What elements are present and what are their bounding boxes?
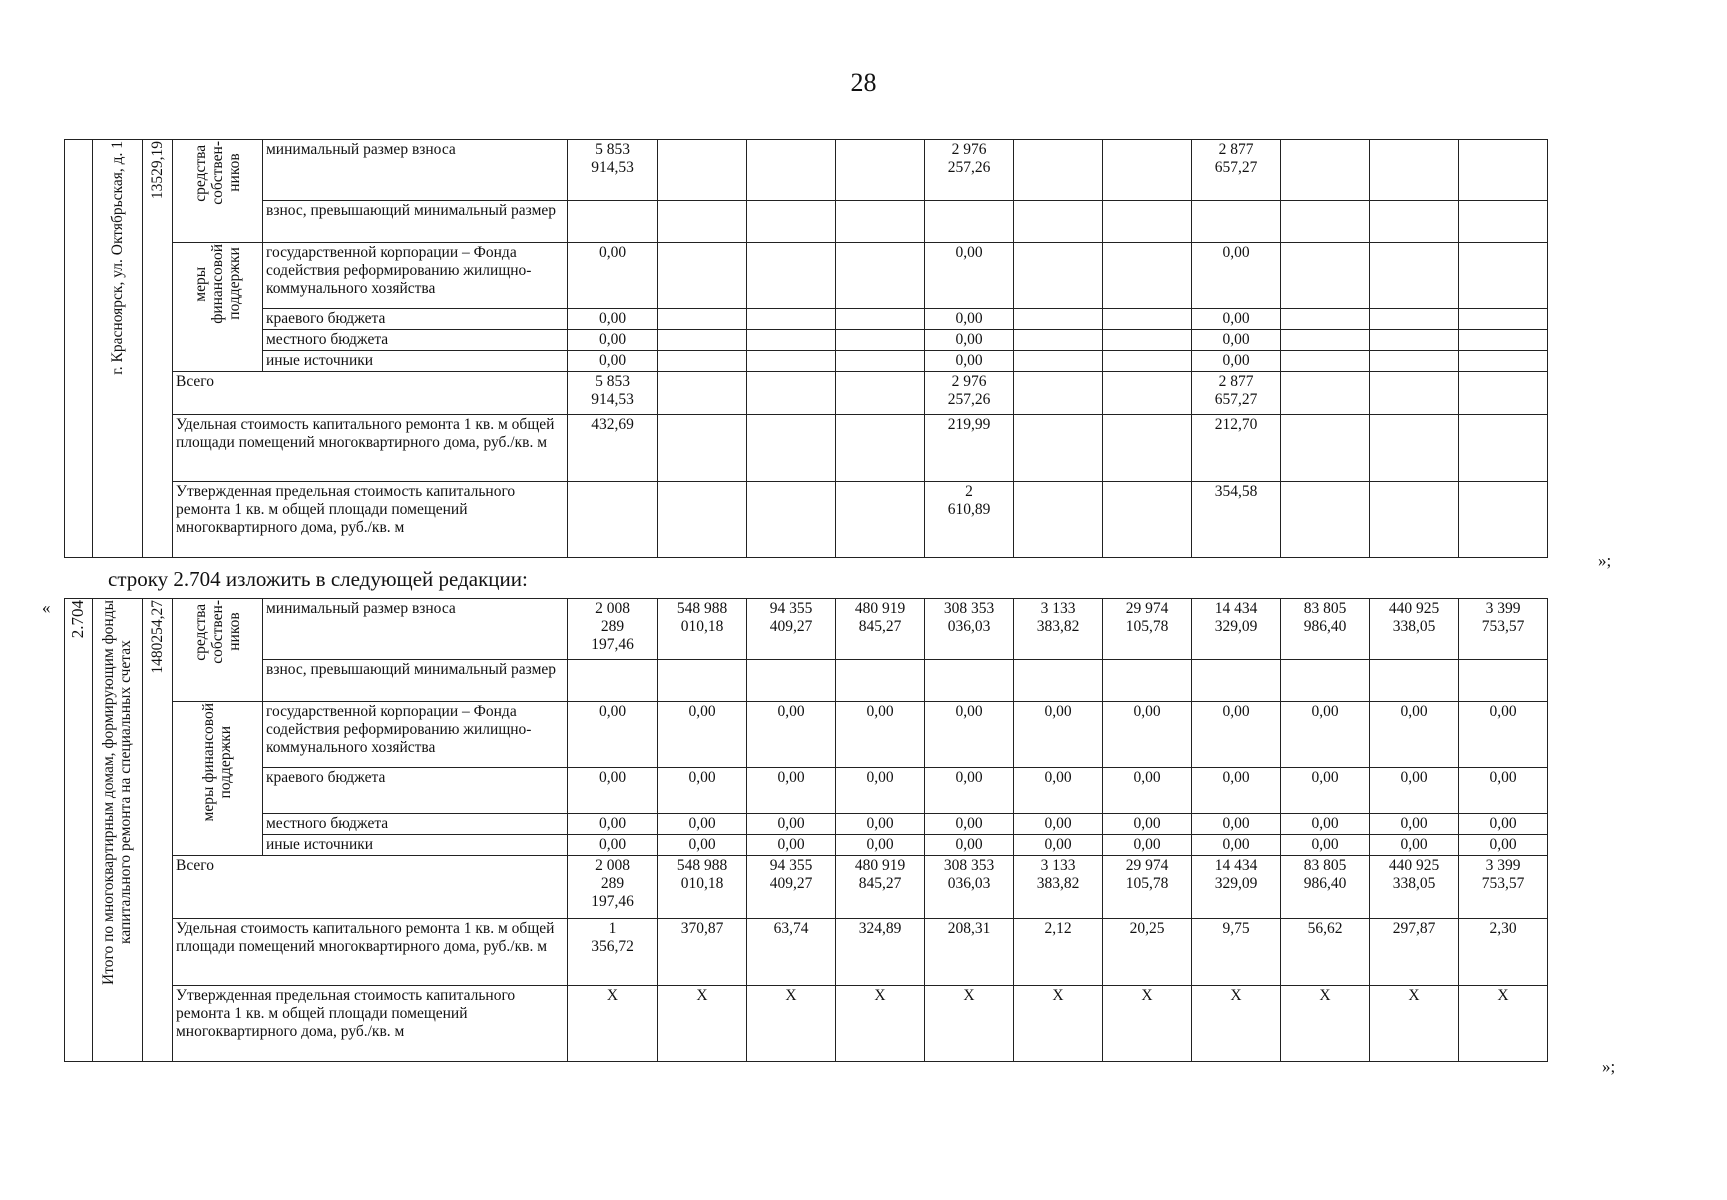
- value-cell: [658, 660, 747, 702]
- table-row: [65, 415, 1548, 482]
- row-number-cell: [65, 140, 93, 558]
- table-row: [65, 243, 1548, 309]
- value-cell: 208,31: [925, 919, 1014, 986]
- value-cell: 0,00: [1192, 351, 1281, 372]
- value-cell: [1014, 330, 1103, 351]
- value-cell: 480 919 845,27: [836, 856, 925, 919]
- value-cell: [1103, 309, 1192, 330]
- value-cell: 2 008 289 197,46: [568, 599, 658, 660]
- row-number-text: 2.704: [68, 600, 88, 639]
- row-label: Всего: [173, 856, 568, 919]
- row-label: краевого бюджета: [263, 309, 568, 330]
- table-house-oktyabrskaya: [64, 139, 1548, 558]
- value-cell: 0,00: [1103, 814, 1192, 835]
- row-label: иные источники: [263, 351, 568, 372]
- value-cell: 0,00: [1103, 835, 1192, 856]
- value-cell: 0,00: [1103, 768, 1192, 814]
- table-row: [65, 768, 1548, 814]
- value-cell: [658, 415, 747, 482]
- value-cell: [836, 309, 925, 330]
- value-cell: [747, 415, 836, 482]
- value-cell: 0,00: [747, 702, 836, 768]
- table-row: [65, 919, 1548, 986]
- row-label: минимальный размер взноса: [263, 140, 568, 201]
- value-cell: 0,00: [1192, 835, 1281, 856]
- value-cell: [1281, 415, 1370, 482]
- row-label: государственной корпорации – Фонда содействия реформированию жилищно-коммунального хозяйства: [263, 702, 568, 768]
- value-cell: [1281, 660, 1370, 702]
- value-cell: [1370, 660, 1459, 702]
- value-cell: 0,00: [1281, 835, 1370, 856]
- value-cell: 354,58: [1192, 482, 1281, 558]
- table-row: [65, 986, 1548, 1062]
- row-label: Всего: [173, 372, 568, 415]
- value-cell: 0,00: [836, 768, 925, 814]
- value-cell: 83 805 986,40: [1281, 856, 1370, 919]
- row-label: Утвержденная предельная стоимость капитального ремонта 1 кв. м общей площади помещений многоквартирного дома, руб./кв. м: [173, 986, 568, 1062]
- row-number-cell: [65, 599, 93, 1062]
- table-row: [65, 201, 1548, 243]
- value-cell: 0,00: [747, 768, 836, 814]
- value-cell: 0,00: [1103, 702, 1192, 768]
- value-cell: 308 353 036,03: [925, 856, 1014, 919]
- value-cell: 5 853 914,53: [568, 140, 658, 201]
- value-cell: 0,00: [925, 351, 1014, 372]
- value-cell: 2 976 257,26: [925, 372, 1014, 415]
- value-cell: [747, 660, 836, 702]
- value-cell: [1459, 351, 1548, 372]
- value-cell: [836, 660, 925, 702]
- value-cell: [1459, 660, 1548, 702]
- value-cell: [1014, 372, 1103, 415]
- value-cell: [1370, 482, 1459, 558]
- value-cell: 0,00: [1014, 814, 1103, 835]
- value-cell: [1103, 243, 1192, 309]
- value-cell: 0,00: [1192, 702, 1281, 768]
- group-support-cell: [173, 243, 263, 372]
- address-cell: [93, 140, 143, 558]
- table-row: [65, 372, 1548, 415]
- value-cell: [1281, 372, 1370, 415]
- value-cell: X: [1014, 986, 1103, 1062]
- value-cell: 9,75: [1192, 919, 1281, 986]
- value-cell: 29 974 105,78: [1103, 599, 1192, 660]
- table-row: [65, 856, 1548, 919]
- value-cell: 308 353 036,03: [925, 599, 1014, 660]
- value-cell: 0,00: [836, 835, 925, 856]
- value-cell: 0,00: [747, 835, 836, 856]
- value-cell: [658, 330, 747, 351]
- value-cell: [1281, 351, 1370, 372]
- value-cell: 83 805 986,40: [1281, 599, 1370, 660]
- value-cell: 0,00: [568, 702, 658, 768]
- value-cell: X: [1192, 986, 1281, 1062]
- group-support-label: меры финансовой поддержки: [200, 703, 235, 822]
- area-cell: [143, 140, 173, 558]
- table-row: [65, 330, 1548, 351]
- value-cell: 0,00: [925, 309, 1014, 330]
- value-cell: [1370, 243, 1459, 309]
- value-cell: [1459, 330, 1548, 351]
- value-cell: 0,00: [1014, 835, 1103, 856]
- value-cell: 548 988 010,18: [658, 599, 747, 660]
- value-cell: 0,00: [1370, 768, 1459, 814]
- value-cell: [1103, 351, 1192, 372]
- value-cell: [1014, 351, 1103, 372]
- value-cell: [568, 201, 658, 243]
- value-cell: [836, 482, 925, 558]
- value-cell: 0,00: [1014, 702, 1103, 768]
- value-cell: [1014, 140, 1103, 201]
- value-cell: 3 133 383,82: [1014, 856, 1103, 919]
- value-cell: 5 853 914,53: [568, 372, 658, 415]
- value-cell: 14 434 329,09: [1192, 856, 1281, 919]
- value-cell: 219,99: [925, 415, 1014, 482]
- row-label: местного бюджета: [263, 330, 568, 351]
- value-cell: 0,00: [1370, 835, 1459, 856]
- value-cell: X: [925, 986, 1014, 1062]
- area-text: 13529,19: [148, 141, 166, 200]
- value-cell: X: [836, 986, 925, 1062]
- row-label: Утвержденная предельная стоимость капитального ремонта 1 кв. м общей площади помещений многоквартирного дома, руб./кв. м: [173, 482, 568, 558]
- value-cell: [836, 351, 925, 372]
- table-row: [65, 702, 1548, 768]
- row-label: взнос, превышающий минимальный размер: [263, 660, 568, 702]
- table-row-2-704: [64, 598, 1548, 1062]
- row-label: государственной корпорации – Фонда содействия реформированию жилищно-коммунального хозяйства: [263, 243, 568, 309]
- value-cell: 0,00: [658, 814, 747, 835]
- area-text: 1480254,27: [148, 600, 166, 674]
- table-row: [65, 660, 1548, 702]
- value-cell: [1103, 372, 1192, 415]
- value-cell: [568, 482, 658, 558]
- value-cell: [1281, 201, 1370, 243]
- value-cell: [1459, 140, 1548, 201]
- value-cell: [1192, 201, 1281, 243]
- value-cell: [1103, 415, 1192, 482]
- value-cell: 0,00: [658, 835, 747, 856]
- value-cell: 0,00: [1192, 243, 1281, 309]
- table-row: [65, 140, 1548, 201]
- value-cell: 20,25: [1103, 919, 1192, 986]
- value-cell: 94 355 409,27: [747, 599, 836, 660]
- value-cell: [1459, 415, 1548, 482]
- address-cell: [93, 599, 143, 1062]
- value-cell: [747, 330, 836, 351]
- value-cell: [1014, 660, 1103, 702]
- value-cell: 0,00: [747, 814, 836, 835]
- value-cell: 2,12: [1014, 919, 1103, 986]
- group-owners-label: средства собствен- ников: [191, 141, 244, 205]
- value-cell: [925, 201, 1014, 243]
- value-cell: [1370, 372, 1459, 415]
- closing-quote-1: »;: [1598, 551, 1612, 570]
- value-cell: 324,89: [836, 919, 925, 986]
- value-cell: 94 355 409,27: [747, 856, 836, 919]
- value-cell: 2 008 289 197,46: [568, 856, 658, 919]
- value-cell: [1459, 482, 1548, 558]
- value-cell: [1281, 243, 1370, 309]
- value-cell: [1014, 482, 1103, 558]
- value-cell: [836, 140, 925, 201]
- value-cell: 3 399 753,57: [1459, 856, 1548, 919]
- value-cell: 0,00: [1281, 768, 1370, 814]
- closing-quote-2: »;: [1602, 1057, 1616, 1076]
- value-cell: 0,00: [1192, 309, 1281, 330]
- table-row: [65, 351, 1548, 372]
- area-cell: [143, 599, 173, 1062]
- value-cell: 0,00: [925, 330, 1014, 351]
- value-cell: [1103, 140, 1192, 201]
- value-cell: 2 877 657,27: [1192, 140, 1281, 201]
- value-cell: [1281, 330, 1370, 351]
- value-cell: 0,00: [925, 702, 1014, 768]
- value-cell: 0,00: [925, 814, 1014, 835]
- table-row: [65, 814, 1548, 835]
- value-cell: [1014, 415, 1103, 482]
- value-cell: 3 133 383,82: [1014, 599, 1103, 660]
- value-cell: [568, 660, 658, 702]
- value-cell: [836, 243, 925, 309]
- value-cell: X: [1459, 986, 1548, 1062]
- row-label: краевого бюджета: [263, 768, 568, 814]
- value-cell: 0,00: [568, 309, 658, 330]
- value-cell: 0,00: [568, 243, 658, 309]
- value-cell: 0,00: [1014, 768, 1103, 814]
- table-row: [65, 482, 1548, 558]
- value-cell: [836, 201, 925, 243]
- value-cell: 0,00: [1459, 768, 1548, 814]
- value-cell: X: [1370, 986, 1459, 1062]
- value-cell: [1459, 372, 1548, 415]
- table-row: [65, 835, 1548, 856]
- value-cell: 0,00: [1281, 814, 1370, 835]
- opening-quote: «: [42, 598, 51, 617]
- value-cell: 432,69: [568, 415, 658, 482]
- value-cell: X: [1103, 986, 1192, 1062]
- value-cell: 0,00: [1459, 702, 1548, 768]
- group-support-cell: [173, 702, 263, 856]
- value-cell: [658, 243, 747, 309]
- value-cell: [1370, 330, 1459, 351]
- value-cell: [1370, 415, 1459, 482]
- value-cell: [747, 140, 836, 201]
- value-cell: [1459, 309, 1548, 330]
- value-cell: [1370, 309, 1459, 330]
- value-cell: [1281, 482, 1370, 558]
- value-cell: [1281, 140, 1370, 201]
- table-row: [65, 599, 1548, 660]
- row-label: взнос, превышающий минимальный размер: [263, 201, 568, 243]
- row-label: минимальный размер взноса: [263, 599, 568, 660]
- value-cell: X: [747, 986, 836, 1062]
- value-cell: [1103, 482, 1192, 558]
- value-cell: 0,00: [1459, 814, 1548, 835]
- value-cell: 0,00: [1281, 702, 1370, 768]
- value-cell: [1459, 201, 1548, 243]
- value-cell: 0,00: [658, 702, 747, 768]
- value-cell: [1370, 140, 1459, 201]
- group-owners-cell: [173, 140, 263, 243]
- value-cell: 56,62: [1281, 919, 1370, 986]
- value-cell: 0,00: [568, 351, 658, 372]
- group-owners-label: средства собствен- ников: [191, 600, 244, 664]
- value-cell: 0,00: [836, 702, 925, 768]
- value-cell: 0,00: [1192, 330, 1281, 351]
- value-cell: 2 976 257,26: [925, 140, 1014, 201]
- value-cell: 0,00: [1459, 835, 1548, 856]
- value-cell: [747, 351, 836, 372]
- address-text: г. Красноярск, ул. Октябрьская, д. 1: [108, 141, 126, 375]
- value-cell: 0,00: [568, 768, 658, 814]
- value-cell: 1 356,72: [568, 919, 658, 986]
- value-cell: [836, 330, 925, 351]
- value-cell: X: [1281, 986, 1370, 1062]
- value-cell: [1370, 351, 1459, 372]
- value-cell: 440 925 338,05: [1370, 599, 1459, 660]
- value-cell: 2 610,89: [925, 482, 1014, 558]
- value-cell: [747, 482, 836, 558]
- table-row: [65, 309, 1548, 330]
- value-cell: 297,87: [1370, 919, 1459, 986]
- value-cell: 0,00: [1192, 814, 1281, 835]
- value-cell: 0,00: [568, 814, 658, 835]
- value-cell: 480 919 845,27: [836, 599, 925, 660]
- value-cell: [1459, 243, 1548, 309]
- value-cell: [1014, 243, 1103, 309]
- value-cell: [925, 660, 1014, 702]
- value-cell: X: [658, 986, 747, 1062]
- value-cell: 0,00: [1192, 768, 1281, 814]
- address-text: Итого по многоквартирным домам, формирующим фонды капитального ремонта на специальных счетах: [100, 600, 135, 985]
- value-cell: 0,00: [836, 814, 925, 835]
- value-cell: 2,30: [1459, 919, 1548, 986]
- value-cell: [1192, 660, 1281, 702]
- value-cell: [1103, 201, 1192, 243]
- value-cell: [658, 372, 747, 415]
- value-cell: [658, 201, 747, 243]
- value-cell: [1103, 660, 1192, 702]
- amendment-intro: строку 2.704 изложить в следующей редакции:: [108, 567, 528, 591]
- value-cell: [1281, 309, 1370, 330]
- value-cell: [1014, 201, 1103, 243]
- value-cell: [658, 309, 747, 330]
- value-cell: 29 974 105,78: [1103, 856, 1192, 919]
- value-cell: [836, 372, 925, 415]
- value-cell: [658, 351, 747, 372]
- value-cell: [747, 372, 836, 415]
- value-cell: 0,00: [568, 330, 658, 351]
- value-cell: [836, 415, 925, 482]
- value-cell: [747, 201, 836, 243]
- value-cell: 0,00: [925, 835, 1014, 856]
- value-cell: [658, 140, 747, 201]
- value-cell: X: [568, 986, 658, 1062]
- row-label: иные источники: [263, 835, 568, 856]
- row-label: Удельная стоимость капитального ремонта 1 кв. м общей площади помещений многоквартирного дома, руб./кв. м: [173, 415, 568, 482]
- group-owners-cell: [173, 599, 263, 702]
- value-cell: 0,00: [925, 768, 1014, 814]
- value-cell: 0,00: [1370, 814, 1459, 835]
- page-number: 28: [850, 68, 877, 97]
- value-cell: 3 399 753,57: [1459, 599, 1548, 660]
- value-cell: 440 925 338,05: [1370, 856, 1459, 919]
- value-cell: [1103, 330, 1192, 351]
- value-cell: [658, 482, 747, 558]
- value-cell: [747, 243, 836, 309]
- value-cell: 2 877 657,27: [1192, 372, 1281, 415]
- value-cell: 212,70: [1192, 415, 1281, 482]
- row-label: местного бюджета: [263, 814, 568, 835]
- value-cell: 0,00: [658, 768, 747, 814]
- value-cell: 63,74: [747, 919, 836, 986]
- value-cell: 14 434 329,09: [1192, 599, 1281, 660]
- value-cell: [1014, 309, 1103, 330]
- value-cell: 370,87: [658, 919, 747, 986]
- value-cell: 0,00: [568, 835, 658, 856]
- value-cell: 0,00: [1370, 702, 1459, 768]
- group-support-label: меры финансовой поддержки: [191, 244, 244, 324]
- value-cell: 0,00: [925, 243, 1014, 309]
- value-cell: [1370, 201, 1459, 243]
- row-label: Удельная стоимость капитального ремонта 1 кв. м общей площади помещений многоквартирного дома, руб./кв. м: [173, 919, 568, 986]
- value-cell: [747, 309, 836, 330]
- value-cell: 548 988 010,18: [658, 856, 747, 919]
